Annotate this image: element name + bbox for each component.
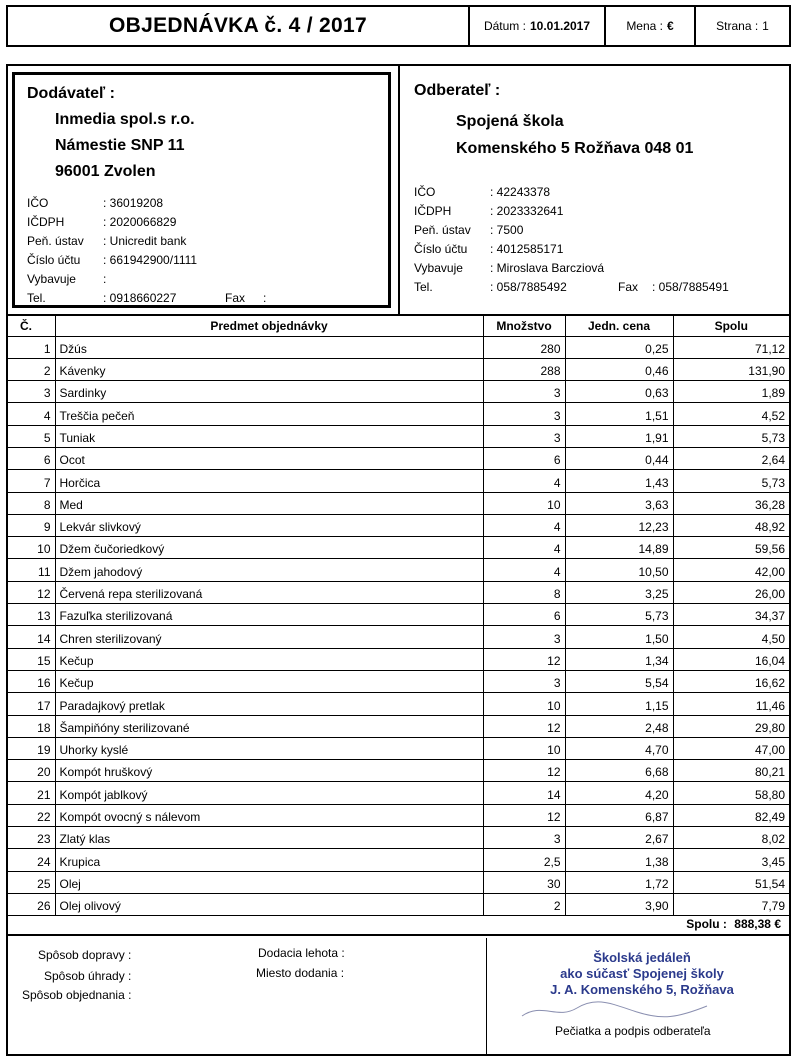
footer-section bbox=[8, 938, 789, 1054]
row-quantity: 3 bbox=[483, 381, 565, 403]
row-number: 17 bbox=[8, 693, 55, 715]
row-item: Treščia pečeň bbox=[55, 403, 483, 425]
row-quantity: 12 bbox=[483, 760, 565, 782]
buyer-account-label: Číslo účtu bbox=[414, 241, 468, 256]
row-item: Lekvár slivkový bbox=[55, 514, 483, 536]
row-total: 11,46 bbox=[673, 693, 789, 715]
row-item: Šampiňóny sterilizované bbox=[55, 715, 483, 737]
row-quantity: 14 bbox=[483, 782, 565, 804]
date-value: 10.01.2017 bbox=[529, 19, 591, 33]
row-unit-price: 1,43 bbox=[565, 470, 673, 492]
row-item: Olej bbox=[55, 871, 483, 893]
row-number: 19 bbox=[8, 737, 55, 759]
row-number: 9 bbox=[8, 514, 55, 536]
supplier-tel: : 0918660227 bbox=[103, 290, 177, 305]
row-total: 3,45 bbox=[673, 849, 789, 871]
row-quantity: 12 bbox=[483, 648, 565, 670]
signature-scribble bbox=[517, 998, 717, 1022]
buyer-icdph: : 2023332641 bbox=[490, 203, 564, 218]
table-row bbox=[8, 737, 789, 759]
row-quantity: 4 bbox=[483, 537, 565, 559]
buyer-account: : 4012585171 bbox=[490, 241, 564, 256]
currency-label: Mena : bbox=[626, 19, 663, 33]
row-quantity: 3 bbox=[483, 403, 565, 425]
supplier-box bbox=[12, 72, 391, 308]
order-title: OBJEDNÁVKA č. 4 / 2017 bbox=[8, 7, 470, 45]
row-unit-price: 2,67 bbox=[565, 827, 673, 849]
table-row bbox=[8, 626, 789, 648]
supplier-bank: : Unicredit bank bbox=[103, 233, 187, 248]
row-item: Horčica bbox=[55, 470, 483, 492]
row-item: Tuniak bbox=[55, 425, 483, 447]
row-number: 22 bbox=[8, 804, 55, 826]
date-label: Dátum : bbox=[483, 19, 526, 33]
table-row bbox=[8, 492, 789, 514]
row-quantity: 10 bbox=[483, 693, 565, 715]
transport-label: Spôsob dopravy : bbox=[38, 948, 132, 962]
row-number: 18 bbox=[8, 715, 55, 737]
col-header-item: Predmet objednávky bbox=[55, 316, 483, 336]
row-quantity: 4 bbox=[483, 514, 565, 536]
buyer-fax: : 058/7885491 bbox=[652, 279, 729, 294]
signature-caption: Pečiatka a podpis odberateľa bbox=[555, 1024, 711, 1038]
row-unit-price: 1,34 bbox=[565, 648, 673, 670]
row-item: Olej olivový bbox=[55, 893, 483, 915]
row-quantity: 8 bbox=[483, 581, 565, 603]
row-item: Fazuľka sterilizovaná bbox=[55, 604, 483, 626]
row-number: 2 bbox=[8, 358, 55, 380]
row-item: Krupica bbox=[55, 849, 483, 871]
table-row bbox=[8, 447, 789, 469]
buyer-address: Komenského 5 Rožňava 048 01 bbox=[456, 140, 694, 157]
col-header-quantity: Množstvo bbox=[483, 316, 565, 336]
row-quantity: 30 bbox=[483, 871, 565, 893]
row-total: 4,52 bbox=[673, 403, 789, 425]
row-item: Med bbox=[55, 492, 483, 514]
row-total: 4,50 bbox=[673, 626, 789, 648]
row-unit-price: 4,20 bbox=[565, 782, 673, 804]
row-quantity: 3 bbox=[483, 670, 565, 692]
row-total: 8,02 bbox=[673, 827, 789, 849]
row-quantity: 12 bbox=[483, 715, 565, 737]
order-header bbox=[6, 5, 791, 47]
table-row bbox=[8, 336, 789, 358]
table-row bbox=[8, 537, 789, 559]
buyer-tel-label: Tel. bbox=[414, 279, 433, 294]
row-unit-price: 0,44 bbox=[565, 447, 673, 469]
row-item: Chren sterilizovaný bbox=[55, 626, 483, 648]
stamp-line-2: ako súčasť Spojenej školy bbox=[560, 966, 724, 981]
buyer-handler-label: Vybavuje bbox=[414, 260, 463, 275]
row-number: 4 bbox=[8, 403, 55, 425]
stamp-line-3: J. A. Komenského 5, Rožňava bbox=[550, 982, 734, 997]
order-date bbox=[470, 7, 606, 45]
row-number: 5 bbox=[8, 425, 55, 447]
row-number: 11 bbox=[8, 559, 55, 581]
buyer-ico: : 42243378 bbox=[490, 184, 551, 199]
row-unit-price: 1,50 bbox=[565, 626, 673, 648]
row-item: Džem čučoriedkový bbox=[55, 537, 483, 559]
row-total: 48,92 bbox=[673, 514, 789, 536]
items-table bbox=[8, 316, 789, 916]
row-unit-price: 3,25 bbox=[565, 581, 673, 603]
row-total: 42,00 bbox=[673, 559, 789, 581]
table-row bbox=[8, 693, 789, 715]
buyer-fax-label: Fax bbox=[618, 279, 639, 294]
school-stamp bbox=[527, 950, 757, 998]
supplier-icdph-label: IČDPH bbox=[27, 214, 65, 229]
row-item: Kompót ovocný s nálevom bbox=[55, 804, 483, 826]
col-header-number: Č. bbox=[8, 316, 55, 336]
supplier-icdph: : 2020066829 bbox=[103, 214, 177, 229]
row-total: 47,00 bbox=[673, 737, 789, 759]
table-row bbox=[8, 827, 789, 849]
row-total: 16,04 bbox=[673, 648, 789, 670]
buyer-icdph-label: IČDPH bbox=[414, 203, 452, 218]
table-row bbox=[8, 648, 789, 670]
supplier-fax: : bbox=[263, 290, 267, 305]
row-item: Ocot bbox=[55, 447, 483, 469]
table-row bbox=[8, 403, 789, 425]
row-number: 10 bbox=[8, 537, 55, 559]
row-total: 1,89 bbox=[673, 381, 789, 403]
footer-left bbox=[8, 938, 486, 1054]
page-value: 1 bbox=[762, 19, 769, 33]
row-unit-price: 6,87 bbox=[565, 804, 673, 826]
row-quantity: 6 bbox=[483, 447, 565, 469]
row-unit-price: 3,90 bbox=[565, 893, 673, 915]
row-unit-price: 10,50 bbox=[565, 559, 673, 581]
row-number: 1 bbox=[8, 336, 55, 358]
row-quantity: 280 bbox=[483, 336, 565, 358]
order-currency bbox=[606, 7, 696, 45]
supplier-info bbox=[27, 193, 376, 307]
row-unit-price: 14,89 bbox=[565, 537, 673, 559]
row-total: 29,80 bbox=[673, 715, 789, 737]
table-row bbox=[8, 581, 789, 603]
row-item: Kompót hruškový bbox=[55, 760, 483, 782]
row-total: 16,62 bbox=[673, 670, 789, 692]
supplier-fax-label: Fax bbox=[225, 290, 246, 305]
row-unit-price: 0,63 bbox=[565, 381, 673, 403]
table-row bbox=[8, 871, 789, 893]
row-total: 36,28 bbox=[673, 492, 789, 514]
stamp-line-1: Školská jedáleň bbox=[593, 950, 691, 965]
row-unit-price: 0,25 bbox=[565, 336, 673, 358]
row-unit-price: 1,38 bbox=[565, 849, 673, 871]
row-unit-price: 1,51 bbox=[565, 403, 673, 425]
table-row bbox=[8, 358, 789, 380]
buyer-tel: : 058/7885492 bbox=[490, 279, 567, 294]
table-row bbox=[8, 514, 789, 536]
row-item: Kečup bbox=[55, 670, 483, 692]
buyer-info bbox=[414, 182, 775, 296]
row-total: 82,49 bbox=[673, 804, 789, 826]
row-quantity: 2,5 bbox=[483, 849, 565, 871]
buyer-box bbox=[398, 66, 789, 314]
row-total: 34,37 bbox=[673, 604, 789, 626]
row-number: 24 bbox=[8, 849, 55, 871]
supplier-ico: : 36019208 bbox=[103, 195, 164, 210]
supplier-tel-label: Tel. bbox=[27, 290, 46, 305]
row-quantity: 3 bbox=[483, 827, 565, 849]
buyer-ico-label: IČO bbox=[414, 184, 436, 199]
supplier-bank-label: Peň. ústav bbox=[27, 233, 84, 248]
table-row bbox=[8, 425, 789, 447]
sum-label: Spolu : bbox=[686, 917, 727, 931]
row-quantity: 288 bbox=[483, 358, 565, 380]
row-quantity: 10 bbox=[483, 492, 565, 514]
row-total: 59,56 bbox=[673, 537, 789, 559]
row-total: 58,80 bbox=[673, 782, 789, 804]
sum-value: 888,38 € bbox=[734, 917, 781, 931]
row-number: 8 bbox=[8, 492, 55, 514]
row-total: 5,73 bbox=[673, 470, 789, 492]
row-total: 51,54 bbox=[673, 871, 789, 893]
row-quantity: 6 bbox=[483, 604, 565, 626]
row-quantity: 10 bbox=[483, 737, 565, 759]
row-total: 80,21 bbox=[673, 760, 789, 782]
row-item: Kečup bbox=[55, 648, 483, 670]
row-number: 12 bbox=[8, 581, 55, 603]
buyer-name: Spojená škola bbox=[456, 113, 564, 130]
buyer-bank: : 7500 bbox=[490, 222, 524, 237]
order-page bbox=[696, 7, 789, 45]
order-frame bbox=[6, 64, 791, 1056]
payment-label: Spôsob úhrady : bbox=[44, 969, 132, 983]
row-unit-price: 5,73 bbox=[565, 604, 673, 626]
row-quantity: 4 bbox=[483, 559, 565, 581]
row-quantity: 2 bbox=[483, 893, 565, 915]
table-row bbox=[8, 715, 789, 737]
row-item: Zlatý klas bbox=[55, 827, 483, 849]
row-unit-price: 5,54 bbox=[565, 670, 673, 692]
row-number: 6 bbox=[8, 447, 55, 469]
row-number: 21 bbox=[8, 782, 55, 804]
supplier-street: Námestie SNP 11 bbox=[55, 137, 185, 154]
table-row bbox=[8, 782, 789, 804]
table-row bbox=[8, 760, 789, 782]
buyer-handler: : Miroslava Barcziová bbox=[490, 260, 605, 275]
row-item: Paradajkový pretlak bbox=[55, 693, 483, 715]
row-unit-price: 4,70 bbox=[565, 737, 673, 759]
col-header-unit-price: Jedn. cena bbox=[565, 316, 673, 336]
ordering-label: Spôsob objednania : bbox=[22, 988, 132, 1002]
supplier-handler-label: Vybavuje bbox=[27, 271, 76, 286]
row-quantity: 3 bbox=[483, 626, 565, 648]
buyer-bank-label: Peň. ústav bbox=[414, 222, 471, 237]
row-unit-price: 0,46 bbox=[565, 358, 673, 380]
row-number: 23 bbox=[8, 827, 55, 849]
row-number: 15 bbox=[8, 648, 55, 670]
supplier-ico-label: IČO bbox=[27, 195, 49, 210]
row-number: 14 bbox=[8, 626, 55, 648]
col-header-total: Spolu bbox=[673, 316, 789, 336]
row-number: 13 bbox=[8, 604, 55, 626]
row-number: 26 bbox=[8, 893, 55, 915]
row-quantity: 12 bbox=[483, 804, 565, 826]
row-item: Džús bbox=[55, 336, 483, 358]
table-row bbox=[8, 804, 789, 826]
table-row bbox=[8, 559, 789, 581]
row-number: 3 bbox=[8, 381, 55, 403]
row-number: 20 bbox=[8, 760, 55, 782]
parties-section bbox=[8, 66, 789, 316]
table-row bbox=[8, 604, 789, 626]
row-item: Kávenky bbox=[55, 358, 483, 380]
table-row bbox=[8, 381, 789, 403]
row-number: 16 bbox=[8, 670, 55, 692]
row-unit-price: 1,91 bbox=[565, 425, 673, 447]
row-item: Džem jahodový bbox=[55, 559, 483, 581]
row-unit-price: 1,72 bbox=[565, 871, 673, 893]
page-label: Strana : bbox=[716, 19, 759, 33]
delivery-place-label: Miesto dodania : bbox=[256, 966, 345, 980]
row-number: 25 bbox=[8, 871, 55, 893]
row-unit-price: 1,15 bbox=[565, 693, 673, 715]
row-unit-price: 3,63 bbox=[565, 492, 673, 514]
stamp-area bbox=[486, 938, 789, 1054]
table-header-row bbox=[8, 316, 789, 336]
buyer-label: Odberateľ : bbox=[414, 82, 501, 99]
row-total: 2,64 bbox=[673, 447, 789, 469]
supplier-handler: : bbox=[103, 271, 107, 286]
row-item: Kompót jablkový bbox=[55, 782, 483, 804]
sum-row bbox=[8, 912, 789, 936]
table-row bbox=[8, 670, 789, 692]
row-unit-price: 12,23 bbox=[565, 514, 673, 536]
row-total: 131,90 bbox=[673, 358, 789, 380]
row-total: 26,00 bbox=[673, 581, 789, 603]
currency-value: € bbox=[667, 19, 674, 33]
row-quantity: 4 bbox=[483, 470, 565, 492]
row-quantity: 3 bbox=[483, 425, 565, 447]
table-row bbox=[8, 849, 789, 871]
row-unit-price: 6,68 bbox=[565, 760, 673, 782]
row-item: Sardinky bbox=[55, 381, 483, 403]
row-number: 7 bbox=[8, 470, 55, 492]
table-row bbox=[8, 470, 789, 492]
supplier-account-label: Číslo účtu bbox=[27, 252, 81, 267]
row-item: Červená repa sterilizovaná bbox=[55, 581, 483, 603]
delivery-time-label: Dodacia lehota : bbox=[258, 946, 345, 960]
supplier-name: Inmedia spol.s r.o. bbox=[55, 111, 195, 128]
row-item: Uhorky kyslé bbox=[55, 737, 483, 759]
row-total: 5,73 bbox=[673, 425, 789, 447]
row-total: 71,12 bbox=[673, 336, 789, 358]
items-body bbox=[8, 336, 789, 916]
supplier-city: 96001 Zvolen bbox=[55, 163, 156, 180]
row-unit-price: 2,48 bbox=[565, 715, 673, 737]
supplier-account: : 661942900/1111 bbox=[103, 252, 198, 267]
supplier-label: Dodávateľ : bbox=[27, 85, 115, 102]
row-total: 7,79 bbox=[673, 893, 789, 915]
